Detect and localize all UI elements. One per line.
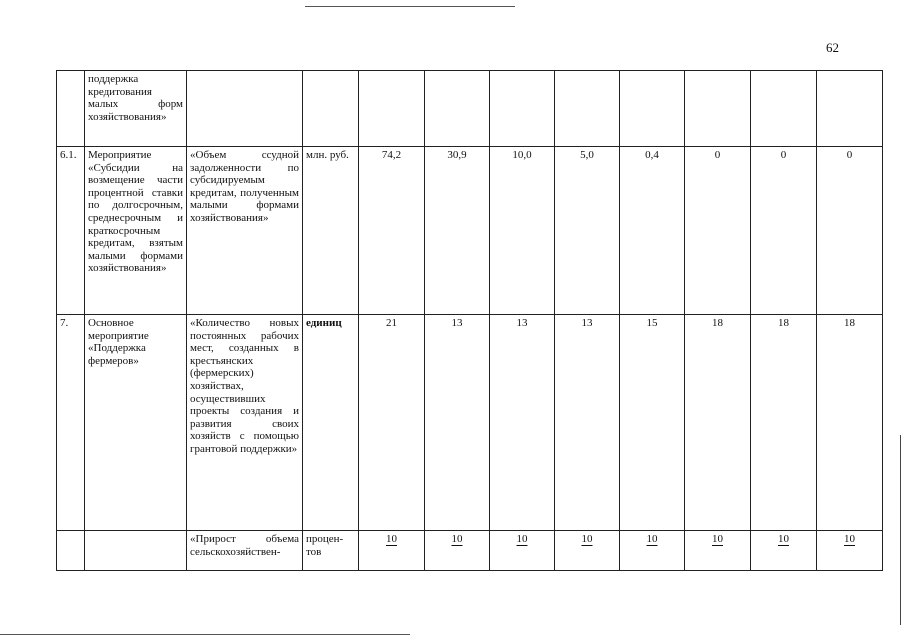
unit-cell: процен-тов <box>303 531 359 571</box>
value-cell: 0 <box>817 147 883 315</box>
unit-cell <box>303 71 359 147</box>
scan-bottom-line <box>0 634 410 635</box>
value-cell: 18 <box>817 315 883 531</box>
value-cell <box>685 71 751 147</box>
value-cell: 10 <box>778 533 789 545</box>
value-cell: 10,0 <box>490 147 555 315</box>
measure-name-cell: Основное мероприятие «Поддержка фермеров» <box>85 315 187 531</box>
value-cell: 15 <box>620 315 685 531</box>
measure-name-cell <box>85 531 187 571</box>
indicators-table <box>56 70 883 571</box>
value-cell: 10 <box>516 533 528 545</box>
scan-top-line <box>305 6 515 7</box>
value-cell: 13 <box>490 315 555 531</box>
value-cell: 0,4 <box>620 147 685 315</box>
value-cell: 18 <box>751 315 817 531</box>
value-cell: 0 <box>751 147 817 315</box>
value-cell: 10 <box>581 533 593 545</box>
unit-cell: единиц <box>303 315 359 531</box>
value-cell: 18 <box>685 315 751 531</box>
value-cell: 0 <box>685 147 751 315</box>
row-number-cell: 6.1. <box>57 147 85 315</box>
indicator-cell: «Количество новых постоянных рабочих мест, созданных в крестьянских (фермерских) хозяйствах, осуществивших проекты создания и развития своих хозяйств с помощью грантовой поддержки» <box>187 315 303 531</box>
measure-name-cell: Мероприятие «Субсидии на возмещение части процентной ставки по долгосрочным, среднесрочным и краткосрочным кредитам, взятым малыми формами хозяйствования» <box>85 147 187 315</box>
value-cell: 10 <box>451 533 463 545</box>
value-cell: 21 <box>359 315 425 531</box>
row-number-cell <box>57 531 85 571</box>
value-cell: 30,9 <box>425 147 490 315</box>
value-cell: 10 <box>844 533 855 545</box>
value-cell <box>490 71 555 147</box>
scan-right-edge <box>900 435 901 625</box>
value-cell <box>817 71 883 147</box>
value-cell: 10 <box>386 533 397 545</box>
value-cell: 13 <box>555 315 620 531</box>
unit-cell: млн. руб. <box>303 147 359 315</box>
value-cell: 5,0 <box>555 147 620 315</box>
value-cell: 13 <box>425 315 490 531</box>
measure-name-cell: поддержка кредитования малых форм хозяйствования» <box>85 71 187 147</box>
indicator-cell <box>187 71 303 147</box>
indicator-cell: «Прирост объема сельскохозяйствен- <box>187 531 303 571</box>
table-row <box>57 71 883 147</box>
value-cell <box>555 71 620 147</box>
row-number-cell: 7. <box>57 315 85 531</box>
row-number-cell <box>57 71 85 147</box>
value-cell <box>751 71 817 147</box>
value-cell <box>620 71 685 147</box>
value-cell: 10 <box>712 533 723 545</box>
table-row <box>57 147 883 315</box>
table-row <box>57 315 883 531</box>
value-cell <box>425 71 490 147</box>
value-cell: 74,2 <box>359 147 425 315</box>
indicator-cell: «Объем ссудной задолженности по субсидируемым кредитам, полученным малыми формами хозяйствования» <box>187 147 303 315</box>
value-cell <box>359 71 425 147</box>
value-cell: 10 <box>646 533 658 545</box>
page-number: 62 <box>826 40 839 55</box>
table-row <box>57 531 883 571</box>
